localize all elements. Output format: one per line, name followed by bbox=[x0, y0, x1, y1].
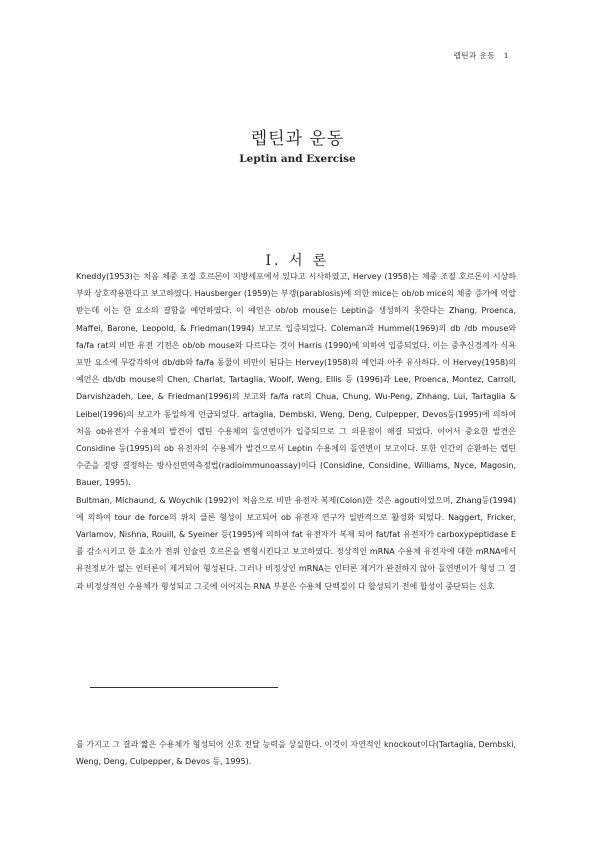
paragraph-2: Bultman, Michaund, & Woychik (1992)이 처음으로 비만 유전자 복제(Colon)한 것은 agouti이었으며, Zhang등(1994)에 의하여 tour de force의 위치 클론 형성이 보고되어 ob 유전자 연구가 일반적으로 활성화 되었다. Naggert, Fricker, Varlamov, Nishna, Rouill, & Syeiner 등(1995)에 의하여 fat 유전자가 복제 되어 fat/fat 유전자가 carboxypeptidase E를 감소시키고 한 효소가 전위 인슐린 호르몬을 변형시킨다고 보고하였다. 정상적인 mRNA 수용체 유전자에 대한 mRNA에서 유전정보가 없는 인터론이 제거되어 형성된다. 그러나 비정상인 mRNA는 인터론 제거가 완전하지 않아 돌연변이가 형성 그 결과 비정상적인 수용체가 형성되고 그곳에 이어지는 RNA 부분은 수용체 단백질이 다 합성되기 전에 합성이 중단되는 신호 bbox=[76, 495, 516, 591]
page-number: 1 bbox=[503, 51, 509, 60]
body-text bbox=[76, 268, 516, 595]
section-heading-introduction: Ⅰ. 서 론 bbox=[265, 253, 330, 269]
running-header bbox=[453, 50, 509, 61]
paper-title: 렙틴과 운동 bbox=[250, 129, 345, 149]
running-title: 렙틴과 운동 bbox=[453, 51, 496, 60]
paragraph-1: Kneddy(1953)는 처음 체중 조절 호르몬이 지방세포에서 있다고 시사하였고, Hervey (1958)는 체중 조절 호르몬이 시상하부와 상호작용한다고 보고하였다. Hausberger (1959)는 부갱(parabiosis)에 의한 mice는 ob/ob mice의 체중 증가에 억압 받는데 이는 한 요소의 결함을 예언하였다. 이 예언은 ob/ob mouse는 Leptin을 생성하지 못한다는 Zhang, Proenca, Maffei, Barone, Leopold, & Friedman(1994) 보고로 입증되었다. Coleman과 Hummel(1969)의 db /db mouse와 fa/fa rat의 비만 유전 기전은 ob/ob mouse와 다르다는 것이 Harris (1990)에 의하여 입증되었다. 이는 중추신경계가 식욕포만 요소에 무감각하여 db/db와 fa/fa 동물이 비만이 된다는 Hervey(1958)의 예언과 아주 유사하다. 이 Hervey(1958)의 예언은 db/db mouse의 Chen, Charlat, Tartaglia, Woolf, Weng, Ellis 등 (1996)과 Lee, Proenca, Montez, Carroll, Darvishzadeh, Lee, & Friedman(1996)의 보고와 fa/fa rat의 Chua, Chung, Wu-Peng, Zhhang, Lui, Tartaglia & Leibel(1996)의 보고가 동일하게 언급되었다. artaglia, Dembski, Weng, Deng, Culpepper, Devos등(1995)에 의하여 처음 ob유전자 수용체의 발견이 렙틴 수용체의 돌연변이가 입증되므로 그 의문점이 해결 되었다. 이어서 중요한 발견은 Considine 등(1995)의 ob 유전자의 수용체가 발견으로서 Leptin 수용체의 돌연변이 보고이다. 또한 인간의 순환하는 렙틴 수준을 정량 결정하는 방사선면역측정법(radioimmunoassay)이다 (Considine, Considine, Williams, Nyce, Magosin, Bauer, 1995). bbox=[76, 272, 516, 488]
paper-subtitle: Leptin and Exercise bbox=[239, 153, 356, 165]
footnote-divider bbox=[90, 687, 278, 688]
continuation-text: 를 가지고 그 결과 짧은 수용체가 형성되어 신호 전달 능력을 상실한다. 이것이 자연적인 knockout이다(Tartaglia, Dembski, Weng, Deng, Culpepper, & Devos 등, 1995). bbox=[76, 740, 516, 767]
